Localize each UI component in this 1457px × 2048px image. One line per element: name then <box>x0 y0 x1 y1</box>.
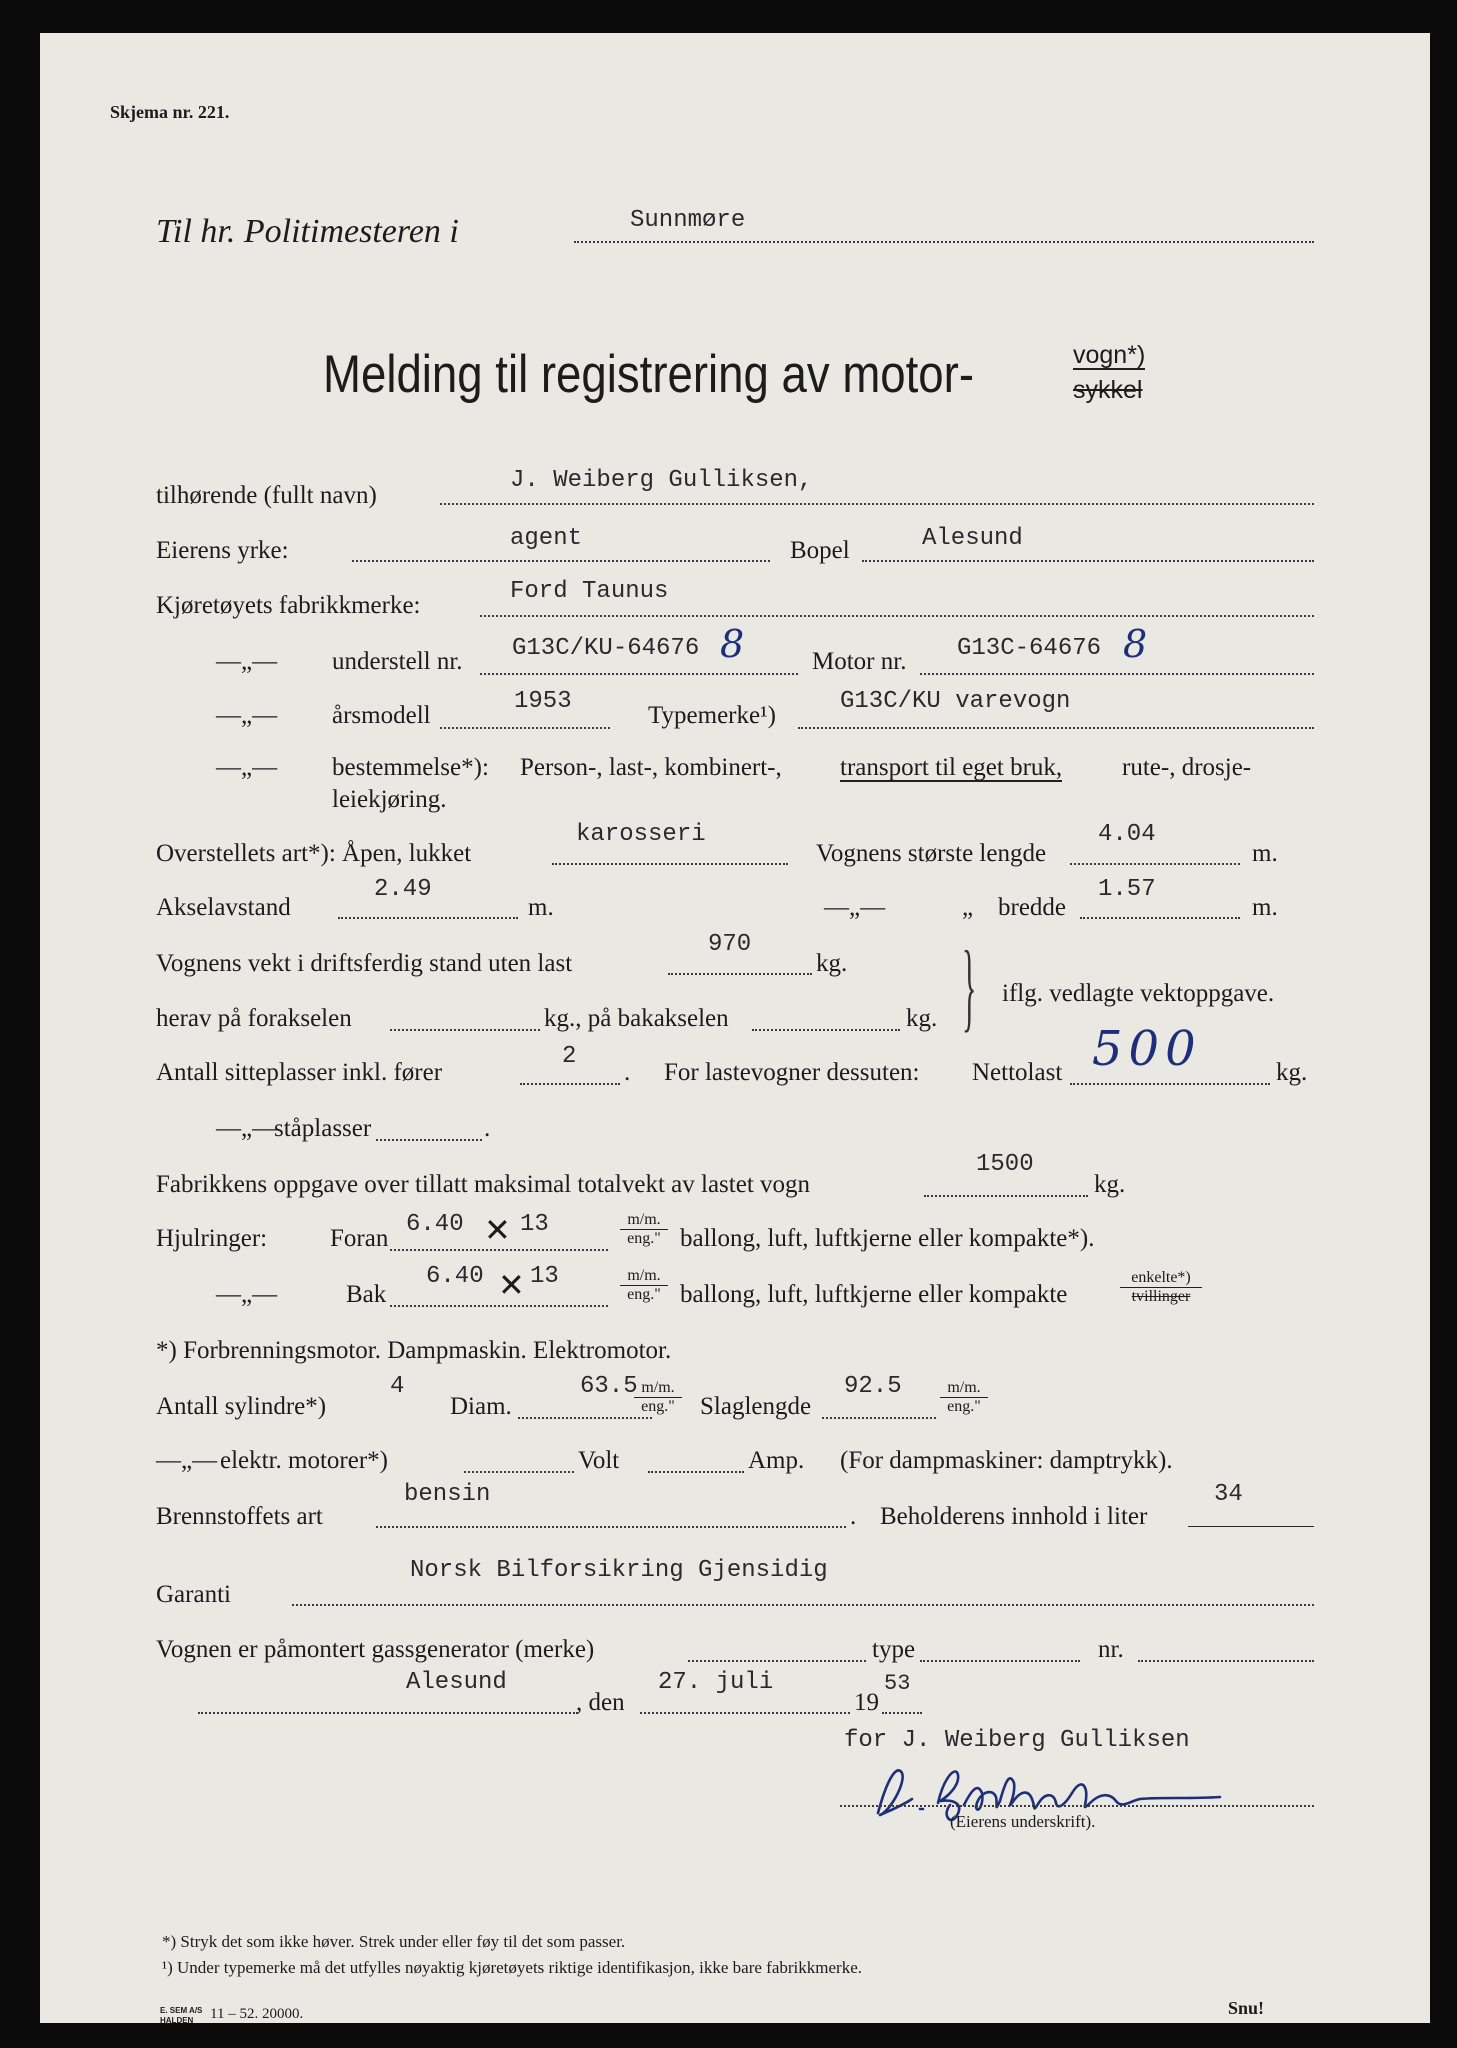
chassis-label: understell nr. <box>332 648 463 675</box>
tank-label: Beholderens innhold i liter <box>880 1503 1148 1530</box>
chassis-hand: 8 <box>720 622 745 666</box>
width-label: bredde <box>998 894 1067 921</box>
make-line <box>480 615 1314 617</box>
stroke-line <box>822 1417 936 1419</box>
printer-code: 11 – 52. 20000. <box>210 2006 304 2022</box>
type-label: Typemerke¹) <box>648 702 776 729</box>
weight-value: 970 <box>708 931 752 958</box>
motor-line <box>920 673 1314 675</box>
seats-label: Antall sitteplasser inkl. fører <box>156 1059 443 1086</box>
tank-line <box>1188 1526 1314 1527</box>
owner-label: tilhørende (fullt navn) <box>156 482 377 509</box>
net-unit: kg. <box>1276 1059 1308 1086</box>
turn-over-note: Snu! <box>1228 1998 1265 2018</box>
axle-line <box>338 917 518 919</box>
footnote-1: *) Stryk det som ikke høver. Strek under eller føy til det som passer. <box>162 1932 626 1951</box>
tyres-rear-unit <box>620 1267 668 1305</box>
brace-mark: } <box>962 930 977 1041</box>
title-vogn: vogn*) <box>1073 341 1146 369</box>
ditto-mark: —„— <box>216 648 278 675</box>
residence-label: Bopel <box>790 537 850 564</box>
front-axle-label: herav på forakselen <box>156 1005 352 1032</box>
ditto-mark: —„— <box>156 1447 218 1474</box>
form-number: Skjema nr. 221. <box>110 102 230 122</box>
axle-value: 2.49 <box>374 876 432 903</box>
length-label: Vognens største lengde <box>816 840 1047 867</box>
date-value: 27. juli <box>658 1669 774 1696</box>
weight-attachment-note: iflg. vedlagte vektoppgave. <box>1002 980 1275 1007</box>
diam-value: 63.5 <box>580 1373 638 1400</box>
footnote-2: ¹) Under typemerke må det utfylles nøyaktig kjøretøyets riktige identifikasjon, ikke bare fabrikkmerke. <box>162 1958 862 1977</box>
date-den: , den <box>576 1689 625 1716</box>
width-unit: m. <box>1252 894 1278 921</box>
printer-city: HALDEN <box>160 2016 194 2025</box>
diam-unit <box>634 1379 682 1417</box>
stroke-unit-top: m/m. <box>940 1379 988 1398</box>
electric-line <box>464 1471 574 1473</box>
ditto-mark: —„— <box>216 702 278 729</box>
width-quote: „ <box>962 894 974 921</box>
fuel-value: bensin <box>404 1481 491 1508</box>
axle-label: Akselavstand <box>156 894 291 921</box>
fuel-label: Brennstoffets art <box>156 1503 323 1530</box>
seats-value: 2 <box>562 1043 577 1070</box>
purpose-options-c: leiekjøring. <box>332 786 447 813</box>
tyres-front-value2: 13 <box>520 1211 549 1238</box>
gas-label: Vognen er påmontert gassgenerator (merke) <box>156 1636 595 1663</box>
motor-value: G13C-64676 <box>957 635 1102 662</box>
chassis-line <box>480 673 798 675</box>
length-value: 4.04 <box>1098 821 1156 848</box>
purpose-options-b: rute-, drosje- <box>1122 754 1252 781</box>
rear-axle-label: kg., på bakakselen <box>544 1005 729 1032</box>
guarantee-line <box>292 1604 1314 1606</box>
ditto-mark: —„— <box>216 1115 278 1142</box>
max-weight-value: 1500 <box>976 1151 1034 1178</box>
make-label: Kjøretøyets fabrikkmerke: <box>156 592 421 619</box>
rear-axle-line <box>752 1029 900 1031</box>
rear-axle-unit: kg. <box>906 1005 938 1032</box>
width-ditto: —„— <box>824 894 886 921</box>
tyres-rear-value: 6.40 <box>426 1263 484 1290</box>
tyres-front-value: 6.40 <box>406 1211 464 1238</box>
length-line <box>1070 863 1240 865</box>
gas-line <box>688 1660 866 1662</box>
stroke-unit-bottom: eng." <box>947 1398 981 1416</box>
diam-label: Diam. <box>450 1393 512 1420</box>
addressee-value: Sunnmøre <box>630 207 746 234</box>
cargo-label: For lastevogner dessuten: <box>664 1059 920 1086</box>
fuel-period: . <box>850 1503 857 1530</box>
tank-value: 34 <box>1214 1481 1243 1508</box>
date-line <box>640 1712 850 1714</box>
owner-line <box>440 503 1314 505</box>
stroke-label: Slaglengde <box>700 1393 812 1420</box>
residence-value: Alesund <box>922 525 1023 552</box>
tyres-single: enkelte*) <box>1120 1269 1202 1288</box>
tyres-front-cross: ✕ <box>484 1211 511 1249</box>
motor-label: Motor nr. <box>812 648 907 675</box>
year-suffix: 53 <box>884 1671 911 1696</box>
purpose-options-a: Person-, last-, kombinert-, <box>520 754 782 781</box>
guarantee-value: Norsk Bilforsikring Gjensidig <box>410 1557 828 1584</box>
make-value: Ford Taunus <box>510 578 669 605</box>
weight-unit: kg. <box>816 950 848 977</box>
standing-line <box>376 1139 482 1141</box>
steam-note: (For dampmaskiner: damptrykk). <box>840 1447 1173 1474</box>
tyres-front-types: ballong, luft, luftkjerne eller kompakte*). <box>680 1225 1095 1252</box>
electric-label: elektr. motorer*) <box>220 1447 388 1474</box>
tyres-rear-value2: 13 <box>530 1263 559 1290</box>
printer-name: E. SEM A/S <box>160 2006 203 2015</box>
max-weight-label: Fabrikkens oppgave over tillatt maksimal totalvekt av lastet vogn <box>156 1171 811 1198</box>
body-value: karosseri <box>576 821 706 848</box>
occupation-value: agent <box>510 525 583 552</box>
front-axle-line <box>390 1029 540 1031</box>
year-prefix: 19 <box>854 1689 879 1716</box>
gas-nr-label: nr. <box>1098 1636 1124 1663</box>
tyres-twin: tvillinger <box>1131 1288 1191 1306</box>
occupation-line <box>352 560 770 562</box>
diam-unit-bottom: eng." <box>641 1398 675 1416</box>
length-unit: m. <box>1252 840 1278 867</box>
tyres-front-unit-bottom: eng." <box>627 1230 661 1248</box>
width-value: 1.57 <box>1098 876 1156 903</box>
addressee-label: Til hr. Politimesteren i <box>156 213 459 250</box>
stroke-unit <box>940 1379 988 1417</box>
motor-hand: 8 <box>1123 622 1148 666</box>
signature-line <box>840 1805 1314 1807</box>
engine-note: *) Forbrenningsmotor. Dampmaskin. Elektromotor. <box>156 1337 672 1364</box>
tyres-front-label: Foran <box>330 1225 389 1252</box>
tyres-rear-label: Bak <box>346 1281 387 1308</box>
stroke-value: 92.5 <box>844 1373 902 1400</box>
net-label: Nettolast <box>972 1059 1063 1086</box>
occupation-label: Eierens yrke: <box>156 537 289 564</box>
year-line <box>882 1712 922 1714</box>
tyres-front-line <box>390 1249 608 1251</box>
tyres-rear-mount <box>1120 1269 1202 1307</box>
volt-line <box>648 1471 744 1473</box>
tyres-label: Hjulringer: <box>156 1225 268 1252</box>
body-label: Overstellets art*): Åpen, lukket <box>156 840 472 867</box>
net-line <box>1070 1083 1270 1085</box>
ditto-mark: —„— <box>216 1281 278 1308</box>
purpose-underlined: transport til eget bruk, <box>840 754 1063 781</box>
guarantee-label: Garanti <box>156 1581 231 1608</box>
form-title: Melding til registrering av motor- <box>323 345 975 404</box>
seats-line <box>520 1083 620 1085</box>
diam-line <box>518 1417 652 1419</box>
seats-period: . <box>624 1059 631 1086</box>
tyres-rear-cross: ✕ <box>498 1266 525 1304</box>
addressee-line <box>574 241 1314 243</box>
gas-nr-line <box>1138 1660 1314 1662</box>
year-line <box>440 727 610 729</box>
year-label: årsmodell <box>332 702 431 729</box>
form-sheet <box>40 33 1430 2023</box>
tyres-front-unit-top: m/m. <box>620 1211 668 1230</box>
signature-caption: (Eierens underskrift). <box>950 1812 1096 1831</box>
axle-unit: m. <box>528 894 554 921</box>
owner-value: J. Weiberg Gulliksen, <box>510 467 813 494</box>
type-value: G13C/KU varevogn <box>840 688 1071 715</box>
net-value: 500 <box>1092 1021 1202 1077</box>
title-sykkel: sykkel <box>1073 376 1143 404</box>
standing-period: . <box>484 1115 491 1142</box>
tyres-rear-line <box>390 1305 608 1307</box>
tyres-rear-types: ballong, luft, luftkjerne eller kompakte <box>680 1281 1068 1308</box>
standing-label: ståplasser <box>274 1115 372 1142</box>
year-value: 1953 <box>514 688 572 715</box>
diam-unit-top: m/m. <box>634 1379 682 1398</box>
type-line <box>798 727 1314 729</box>
chassis-value: G13C/KU-64676 <box>512 635 700 662</box>
body-line <box>552 863 788 865</box>
ditto-mark: —„— <box>216 754 278 781</box>
fuel-line <box>376 1526 846 1528</box>
volt-label: Volt <box>578 1447 620 1474</box>
place-line <box>198 1712 578 1714</box>
max-weight-line <box>924 1195 1088 1197</box>
gas-type-line <box>920 1660 1080 1662</box>
purpose-label: bestemmelse*): <box>332 754 489 781</box>
tyres-rear-unit-bottom: eng." <box>627 1286 661 1304</box>
gas-type-label: type <box>872 1636 916 1663</box>
amp-label: Amp. <box>748 1447 805 1474</box>
residence-line <box>862 560 1314 562</box>
width-line <box>1080 917 1240 919</box>
weight-label: Vognens vekt i driftsferdig stand uten last <box>156 950 573 977</box>
cylinders-value: 4 <box>390 1373 405 1400</box>
cylinders-label: Antall sylindre*) <box>156 1393 327 1420</box>
tyres-rear-unit-top: m/m. <box>620 1267 668 1286</box>
place-value: Alesund <box>406 1669 507 1696</box>
max-weight-unit: kg. <box>1094 1171 1126 1198</box>
weight-line <box>668 973 812 975</box>
signature-for-line: for J. Weiberg Gulliksen <box>844 1727 1190 1754</box>
tyres-front-unit <box>620 1211 668 1249</box>
